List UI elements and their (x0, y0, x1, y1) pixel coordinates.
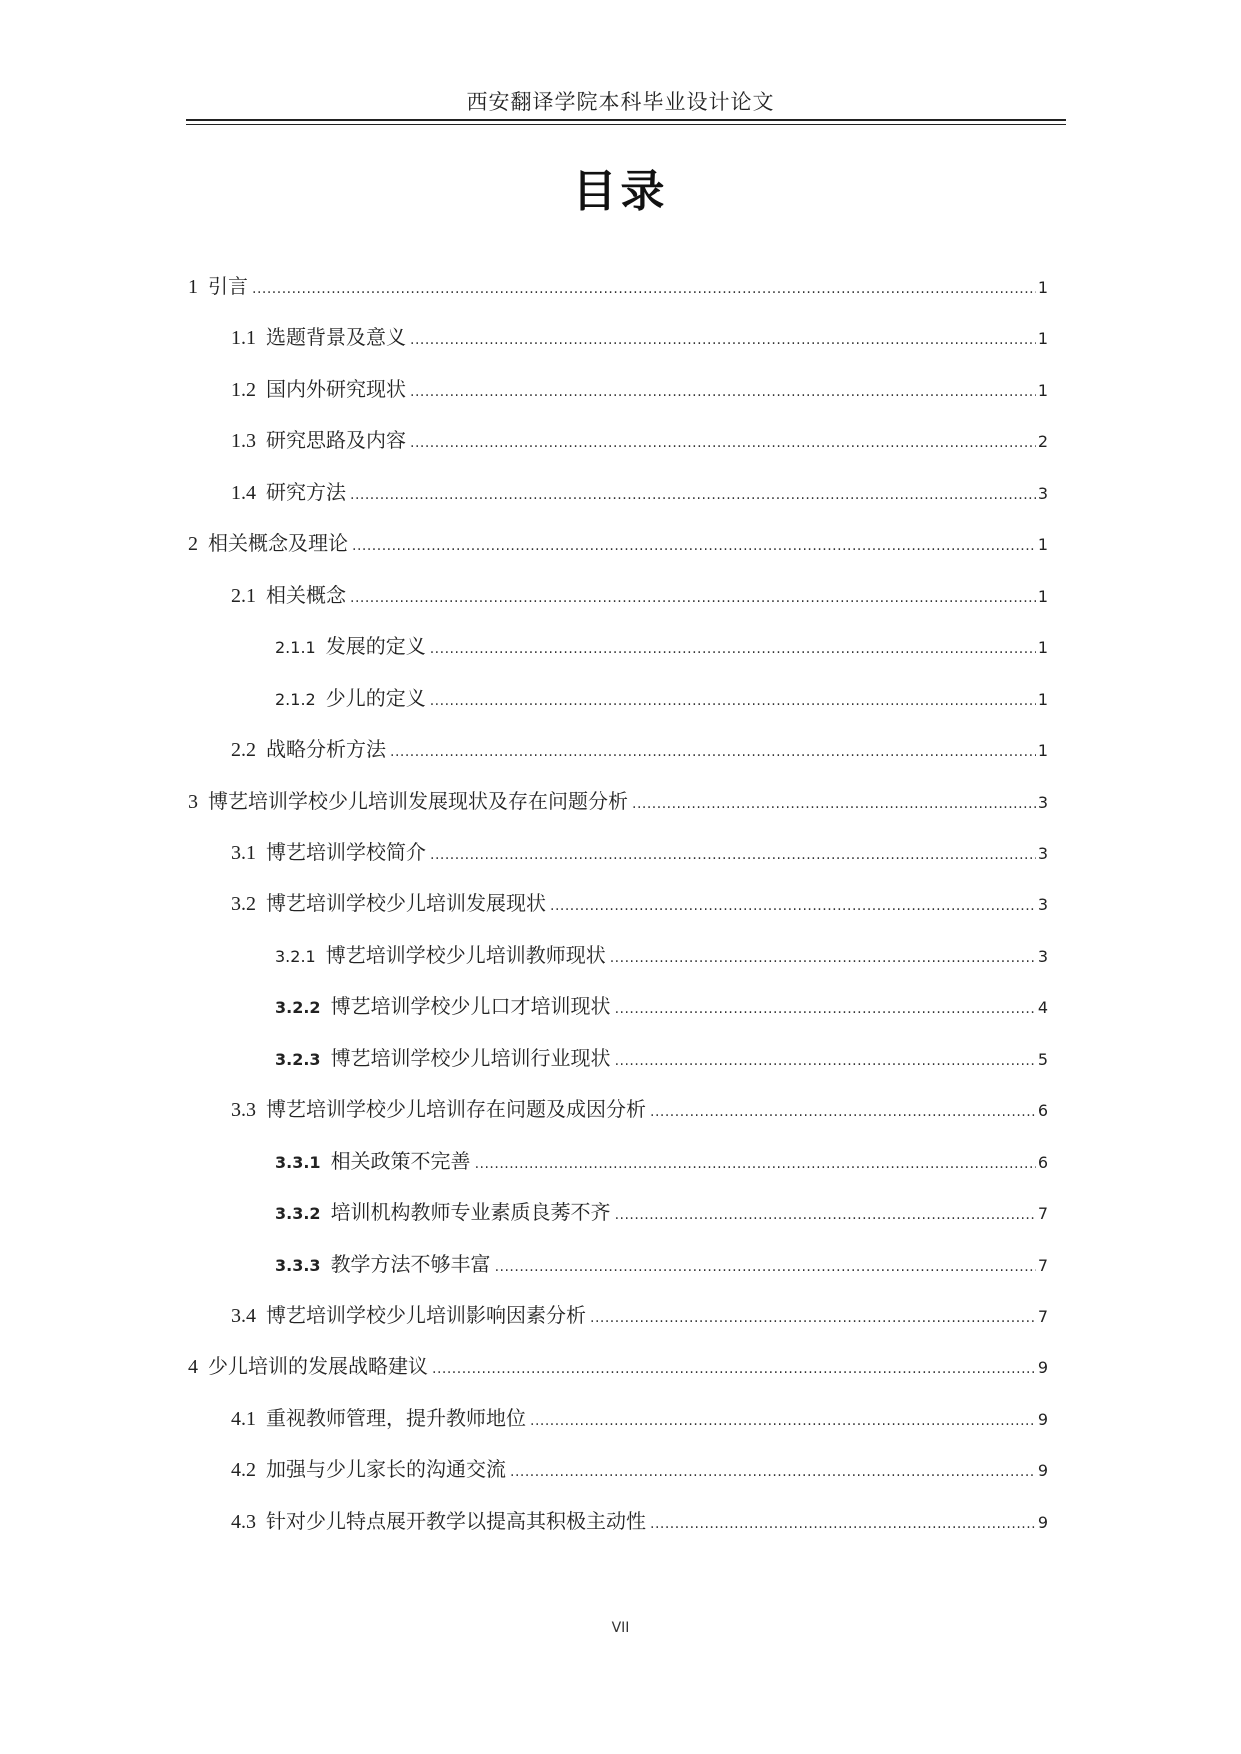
toc-entry-page: 1 (1037, 329, 1048, 348)
toc-entry-page: 2 (1037, 432, 1048, 451)
toc-entry-page: 1 (1037, 741, 1048, 760)
toc-entry[interactable] (231, 734, 1048, 764)
header-title: 西安翻译学院本科毕业设计论文 (466, 90, 775, 114)
toc-entry-page: 1 (1037, 278, 1048, 297)
toc-entry-title: 战略分析方法 (266, 737, 386, 761)
toc-entry-page: 3 (1037, 844, 1048, 863)
toc-dot-leader (610, 943, 1036, 973)
toc-entry-title: 加强与少儿家长的沟通交流 (266, 1457, 506, 1481)
toc-entry-title: 教学方法不够丰富 (330, 1252, 491, 1276)
toc-entry[interactable] (231, 888, 1048, 918)
toc-entry-number: 3.2.1 (275, 947, 316, 966)
toc-entry-number: 4.1 (231, 1408, 256, 1430)
toc-dot-leader (650, 1509, 1036, 1539)
toc-entry-title: 发展的定义 (325, 634, 426, 658)
toc-entry-title: 博艺培训学校简介 (266, 840, 426, 864)
toc-entry-number: 4.2 (231, 1459, 256, 1481)
toc-entry-title: 博艺培训学校少儿培训存在问题及成因分析 (266, 1097, 646, 1121)
toc-entry[interactable] (188, 271, 1048, 301)
toc-entry-page: 1 (1037, 381, 1048, 400)
toc-entry-title: 引言 (208, 274, 248, 298)
toc-entry[interactable] (231, 425, 1048, 455)
toc-dot-leader (510, 1457, 1036, 1487)
toc-entry-number: 2.1.2 (275, 690, 316, 709)
toc-entry-number: 3.3.2 (275, 1204, 321, 1223)
toc-dot-leader (410, 428, 1036, 458)
toc-entry-number: 4.3 (231, 1511, 256, 1533)
toc-entry-number: 2.1 (231, 585, 256, 607)
toc-entry-number: 1.4 (231, 482, 256, 504)
toc-dot-leader (615, 1200, 1036, 1230)
toc-entry-title: 博艺培训学校少儿培训发展现状及存在问题分析 (208, 789, 628, 813)
toc-entry[interactable] (275, 631, 1048, 661)
toc-entry-title: 重视教师管理，提升教师地位 (266, 1406, 526, 1430)
toc-entry[interactable] (231, 1300, 1048, 1330)
toc-entry-page: 7 (1037, 1307, 1048, 1326)
toc-entry[interactable] (275, 1249, 1048, 1279)
toc-entry-number: 3.1 (231, 842, 256, 864)
toc-entry-page: 9 (1037, 1513, 1048, 1532)
toc-entry[interactable] (275, 991, 1048, 1021)
toc-title: 目录 (572, 166, 669, 217)
toc-entry[interactable] (275, 1197, 1048, 1227)
toc-dot-leader (410, 377, 1036, 407)
toc-entry[interactable] (231, 1094, 1048, 1124)
toc-entry[interactable] (275, 940, 1048, 970)
toc-entry[interactable] (188, 1351, 1048, 1381)
toc-entry[interactable] (231, 322, 1048, 352)
toc-dot-leader (430, 634, 1036, 664)
toc-entry-title: 博艺培训学校少儿培训教师现状 (325, 943, 606, 967)
toc-dot-leader (352, 531, 1036, 561)
toc-entry[interactable] (231, 374, 1048, 404)
toc-entry-number: 2 (188, 533, 198, 555)
toc-entry-number: 1.1 (231, 327, 256, 349)
toc-entry-title: 相关概念 (266, 583, 346, 607)
toc-entry[interactable] (231, 1403, 1048, 1433)
toc-entry-number: 4 (188, 1356, 198, 1378)
toc-entry-page: 1 (1037, 587, 1048, 606)
toc-dot-leader (430, 840, 1036, 870)
toc-entry-title: 博艺培训学校少儿培训影响因素分析 (266, 1303, 586, 1327)
toc-entry-number: 2.2 (231, 739, 256, 761)
toc-entry-title: 少儿的定义 (325, 686, 426, 710)
toc-entry-page: 5 (1037, 1050, 1048, 1069)
toc-entry[interactable] (231, 1454, 1048, 1484)
toc-entry-page: 1 (1037, 535, 1048, 554)
toc-entry-number: 2.1.1 (275, 638, 316, 657)
toc-dot-leader (530, 1406, 1036, 1436)
toc-entry-title: 选题背景及意义 (266, 325, 406, 349)
toc-entry-number: 3.2.2 (275, 998, 321, 1017)
toc-entry-page: 1 (1037, 638, 1048, 657)
toc-entry[interactable] (275, 683, 1048, 713)
toc-entry-page: 7 (1037, 1256, 1048, 1275)
toc-entry-page: 3 (1037, 895, 1048, 914)
toc-dot-leader (615, 1046, 1036, 1076)
toc-entry-page: 9 (1037, 1461, 1048, 1480)
toc-entry[interactable] (231, 580, 1048, 610)
toc-entry[interactable] (231, 1506, 1048, 1536)
toc-dot-leader (650, 1097, 1036, 1127)
toc-entry[interactable] (188, 528, 1048, 558)
toc-entry-number: 1.3 (231, 430, 256, 452)
toc-entry-title: 少儿培训的发展战略建议 (208, 1354, 428, 1378)
toc-entry-title: 博艺培训学校少儿口才培训现状 (330, 994, 611, 1018)
toc-entry-page: 4 (1037, 998, 1048, 1017)
toc-entry-page: 7 (1037, 1204, 1048, 1223)
toc-dot-leader (590, 1303, 1036, 1333)
toc-dot-leader (410, 325, 1036, 355)
toc-entry-number: 1.2 (231, 379, 256, 401)
toc-entry[interactable] (231, 477, 1048, 507)
toc-dot-leader (252, 274, 1036, 304)
toc-dot-leader (615, 994, 1036, 1024)
toc-entry-number: 3.3.1 (275, 1153, 321, 1172)
toc-entry-number: 3.2.3 (275, 1050, 321, 1069)
toc-entry-page: 3 (1037, 793, 1048, 812)
toc-dot-leader (390, 737, 1036, 767)
header-rule-thin (186, 124, 1066, 125)
toc-entry-title: 相关概念及理论 (208, 531, 348, 555)
toc-entry-page: 3 (1037, 484, 1048, 503)
toc-entry-title: 研究思路及内容 (266, 428, 406, 452)
toc-entry-page: 3 (1037, 947, 1048, 966)
toc-entry-page: 9 (1037, 1358, 1048, 1377)
toc-dot-leader (430, 686, 1036, 716)
toc-entry-title: 针对少儿特点展开教学以提高其积极主动性 (266, 1509, 646, 1533)
toc-entry[interactable] (275, 1146, 1048, 1176)
toc-dot-leader (432, 1354, 1036, 1384)
toc-entry[interactable] (188, 786, 1048, 816)
toc-dot-leader (632, 789, 1036, 819)
toc-entry-title: 博艺培训学校少儿培训行业现状 (330, 1046, 611, 1070)
toc-dot-leader (350, 583, 1036, 613)
toc-entry-title: 培训机构教师专业素质良莠不齐 (330, 1200, 611, 1224)
toc-entry-number: 3.3 (231, 1099, 256, 1121)
toc-entry-page: 6 (1037, 1153, 1048, 1172)
toc-dot-leader (475, 1149, 1036, 1179)
toc-entry-number: 3.2 (231, 893, 256, 915)
toc-dot-leader (550, 891, 1036, 921)
toc-entry[interactable] (231, 837, 1048, 867)
toc-entry-title: 研究方法 (266, 480, 346, 504)
toc-entry-number: 3.4 (231, 1305, 256, 1327)
toc-dot-leader (350, 480, 1036, 510)
toc-entry[interactable] (275, 1043, 1048, 1073)
toc-entry-page: 9 (1037, 1410, 1048, 1429)
page-number: VII (611, 1620, 630, 1636)
toc-entry-number: 3 (188, 791, 198, 813)
toc-entry-number: 3.3.3 (275, 1256, 321, 1275)
toc-dot-leader (495, 1252, 1036, 1282)
toc-entry-page: 6 (1037, 1101, 1048, 1120)
toc-entry-number: 1 (188, 276, 198, 298)
toc-entry-page: 1 (1037, 690, 1048, 709)
toc-entry-title: 博艺培训学校少儿培训发展现状 (266, 891, 546, 915)
header-rule (186, 119, 1066, 121)
toc-entry-title: 国内外研究现状 (266, 377, 406, 401)
toc-entry-title: 相关政策不完善 (330, 1149, 471, 1173)
